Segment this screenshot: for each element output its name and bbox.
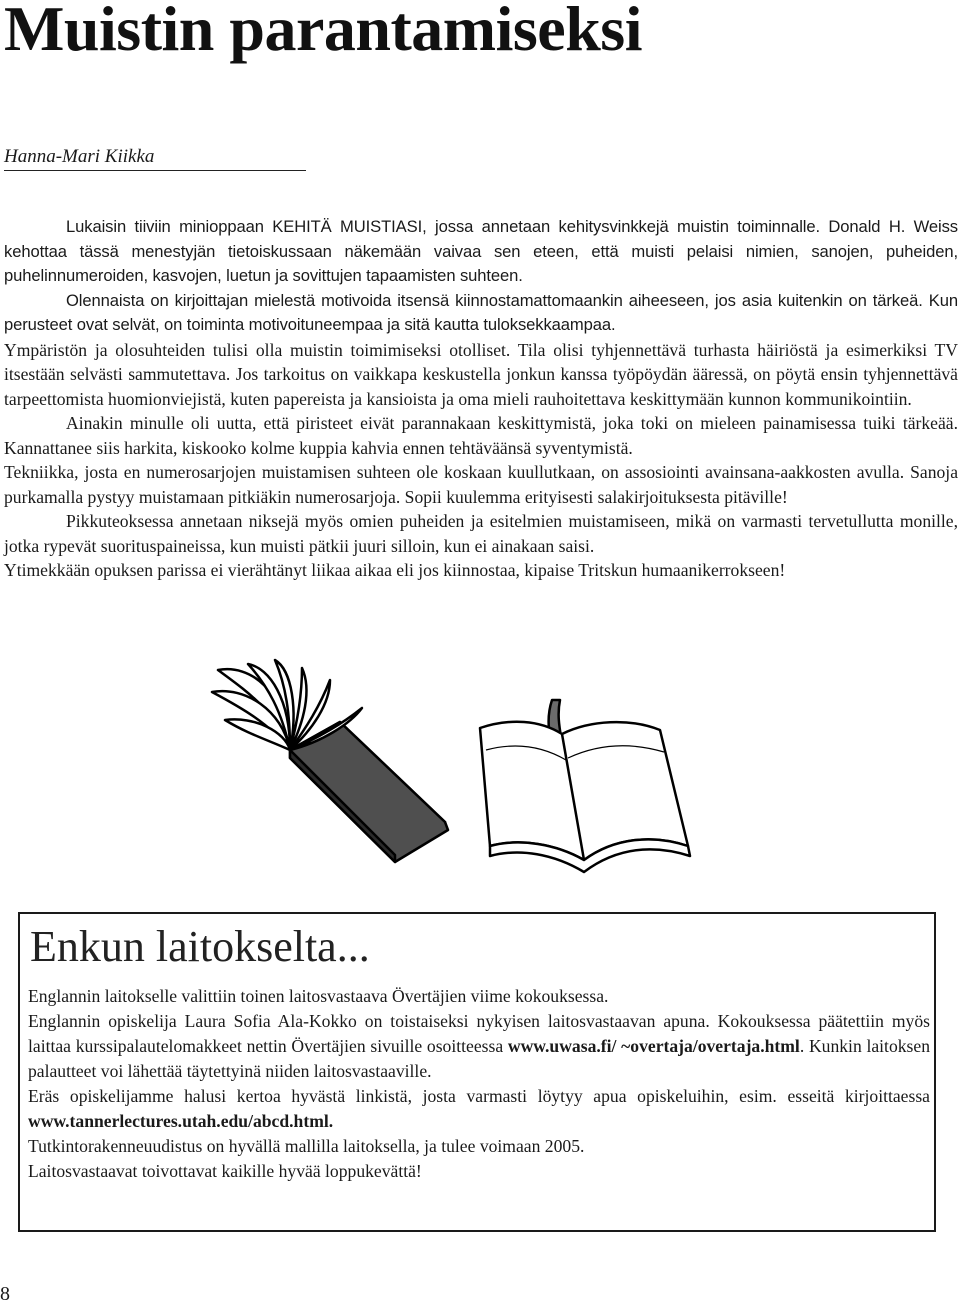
- feedback-link[interactable]: www.uwasa.fi/ ~overtaja/overtaja.html: [507, 1036, 800, 1056]
- article-body: [4, 215, 958, 583]
- paragraph-1: Lukaisin tiiviin minioppaan KEHITÄ MUISTIASI, jossa annetaan kehitysvinkkejä muistin toiminnalle. Donald H. Weiss kehottaa tässä menestyjän tietoiskussaan näkemään vaivaa sen eteen, että muisti pelaisi nimien, sanojen, puheiden, puhelinnumeroiden, kasvojen, luetun ja sovittujen tapaamisten suhteen.: [4, 217, 958, 285]
- news-item: Englannin laitokselle valittiin toinen laitosvastaava Övertäjien viime kokouksessa.: [28, 986, 609, 1006]
- box-body: [28, 984, 930, 1184]
- books-illustration: [190, 650, 710, 900]
- tanner-lectures-link[interactable]: www.tannerlectures.utah.edu/abcd.html.: [28, 1111, 334, 1131]
- article-title: Muistin parantamiseksi: [4, 0, 642, 64]
- open-book-fanned-icon: [212, 660, 448, 862]
- paragraph-7: Ytimekkään opuksen parissa ei vierähtänyt liikaa aikaa eli jos kiinnostaa, kipaise Tritskun humaanikerrokseen!: [4, 560, 786, 580]
- news-item: [28, 1009, 930, 1084]
- paragraph-5: Tekniikka, josta en numerosarjojen muistamisen suhteen ole koskaan kuullutkaan, on assosiointi avainsana-aakkosten avulla. Sanoja purkamalla pystyy muistamaan pitkiäkin numerosarjoja. Sopii kuulemma erityisesti salakirjoituksesta pitäville!: [4, 462, 958, 507]
- paragraph-6: Pikkuteoksessa annetaan niksejä myös omien puheiden ja esitelmien muistamiseen, mikä on varmasti tervetullutta monille, jotka rypevät suorituspaineissa, kun muisti pätkii juuri silloin, kun ei ainakaan saisi.: [4, 511, 958, 556]
- news-item: [28, 1084, 930, 1134]
- paragraph-3: Ympäristön ja olosuhteiden tulisi olla muistin toimimiseksi otolliset. Tila olisi tyhjennettävä turhasta häiriöstä ja esimerkiksi TV itsestään selvästi sammutettava. Jos tarkoitus on vaikkapa keskustella jonkun kanssa työpöydän ääressä, on pöytä ensin tyhjennettävä tarpeettomista huomionviejistä, kuten papereista ja kansioista ja oma mieli rauhoitettava keskittymään kunnon kommunikointiin.: [4, 339, 958, 409]
- department-news-box: [18, 912, 936, 1232]
- paragraph-4: Ainakin minulle oli uutta, että piristeet eivät parannakaan keskittymistä, joka toki on mieleen painamisessa tuiki tärkeää. Kannattanee siis harkita, kiskooko kolme kuppia kahvia ennen tehtäväänsä syventymistä.: [4, 413, 958, 458]
- news-text: Eräs opiskelijamme halusi kertoa hyvästä linkistä, josta varmasti löytyy apua opiskeluihin, esim. esseitä kirjoittaessa: [28, 1086, 930, 1106]
- news-text: Englannin opiskelija Laura Sofia Ala-Kokko on toistaiseksi nykyisen laitosvastaavan apuna. Kokouksessa päätettiin myös laittaa kurssipalautelomakkeet nettin Övertäjien sivuille osoitteessa: [28, 1011, 930, 1056]
- open-book-bookmark-icon: [480, 700, 690, 872]
- box-title: Enkun laitokselta...: [30, 922, 370, 971]
- paragraph-2: Olennaista on kirjoittajan mielestä motivoida itsensä kiinnostamattomaankin aiheeseen, jos asia kuitenkin on tärkeä. Kun perusteet ovat selvät, on toiminta motivoituneempaa ja sitä kautta tuloksekkaampaa.: [4, 290, 958, 334]
- page-number: 8: [0, 1283, 10, 1305]
- news-text: . Kunkin laitoksen palautteet voi lähettää täytettyinä niiden laitosvastaaville.: [28, 1036, 930, 1081]
- news-item: Laitosvastaavat toivottavat kaikille hyvää loppukevättä!: [28, 1161, 422, 1181]
- article-author: Hanna-Mari Kiikka: [4, 146, 306, 171]
- news-item: Tutkintorakenneuudistus on hyvällä mallilla laitoksella, ja tulee voimaan 2005.: [28, 1136, 585, 1156]
